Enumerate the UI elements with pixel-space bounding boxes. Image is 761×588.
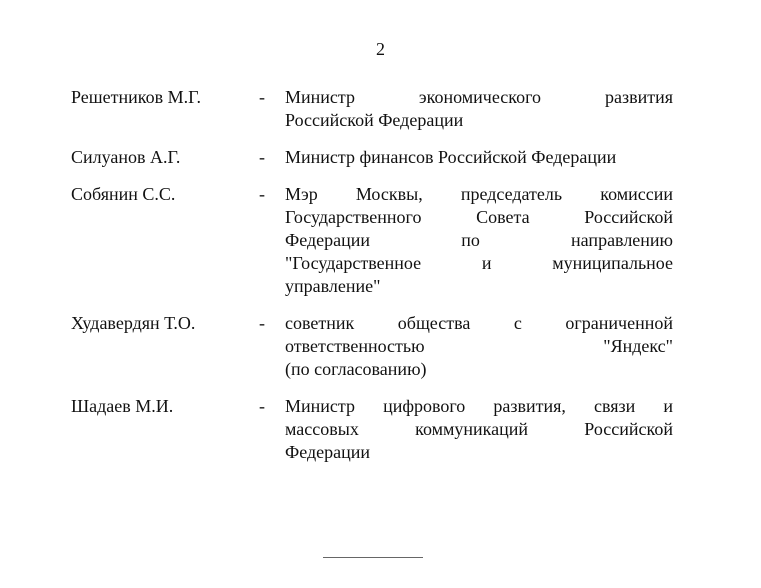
- role-line: (по согласованию): [285, 359, 427, 379]
- end-rule: [323, 557, 423, 558]
- role-line: массовых коммуникаций Российской: [285, 419, 673, 439]
- member-name: Шадаев М.И.: [71, 396, 174, 416]
- role-line: "Государственное и муниципальное: [285, 253, 673, 273]
- role-line: Министр финансов Российской Федерации: [285, 147, 617, 167]
- member-role: [285, 183, 673, 298]
- member-name: Решетников М.Г.: [71, 87, 201, 107]
- role-line: Министр цифрового развития, связи и: [285, 396, 673, 416]
- role-line: ответственностью "Яндекс": [285, 336, 673, 356]
- role-line: Федерации по направлению: [285, 230, 673, 250]
- role-line: управление": [285, 276, 381, 296]
- role-line: Государственного Совета Российской: [285, 207, 673, 227]
- members-list: [71, 86, 673, 478]
- role-line: Мэр Москвы, председатель комиссии: [285, 184, 673, 204]
- member-row: [71, 395, 673, 464]
- member-row: [71, 183, 673, 298]
- role-line: советник общества с ограниченной: [285, 313, 673, 333]
- member-name: Собянин С.С.: [71, 184, 176, 204]
- member-dash: -: [259, 396, 265, 416]
- member-dash: -: [259, 147, 265, 167]
- role-line: Российской Федерации: [285, 110, 464, 130]
- member-row: [71, 86, 673, 132]
- member-name: Силуанов А.Г.: [71, 147, 181, 167]
- member-row: [71, 146, 673, 169]
- member-role: [285, 395, 673, 464]
- role-line: Министр экономического развития: [285, 87, 673, 107]
- page-number: 2: [376, 39, 385, 59]
- role-line: Федерации: [285, 442, 371, 462]
- member-row: [71, 312, 673, 381]
- member-role: [285, 312, 673, 381]
- member-dash: -: [259, 184, 265, 204]
- member-dash: -: [259, 87, 265, 107]
- member-role: [285, 146, 673, 169]
- member-dash: -: [259, 313, 265, 333]
- member-name: Худавердян Т.О.: [71, 313, 196, 333]
- member-role: [285, 86, 673, 132]
